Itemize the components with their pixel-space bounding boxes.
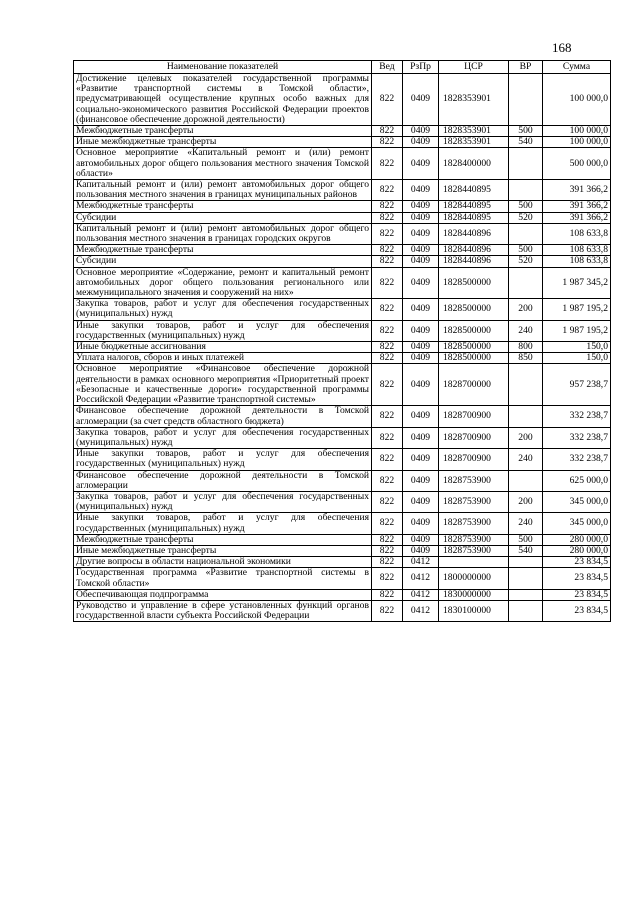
- cell-rzpr: 0409: [403, 126, 439, 137]
- header-sum: Сумма: [543, 61, 611, 74]
- cell-sum: 625 000,0: [543, 470, 611, 491]
- cell-sum: 345 000,0: [543, 491, 611, 512]
- cell-rzpr: 0409: [403, 320, 439, 341]
- table-row: [74, 449, 611, 470]
- table-row: [74, 245, 611, 256]
- cell-ved: 822: [372, 600, 403, 621]
- cell-rzpr: 0409: [403, 148, 439, 180]
- table-row: [74, 126, 611, 137]
- cell-ved: 822: [372, 137, 403, 148]
- cell-vr: [509, 267, 543, 299]
- cell-ved: 822: [372, 180, 403, 201]
- cell-rzpr: 0409: [403, 427, 439, 448]
- table-row: [74, 534, 611, 545]
- cell-sum: 391 366,2: [543, 212, 611, 223]
- cell-ved: 822: [372, 299, 403, 320]
- table-row: [74, 201, 611, 212]
- header-csr: ЦСР: [439, 61, 509, 74]
- cell-vr: 500: [509, 245, 543, 256]
- cell-ved: 822: [372, 470, 403, 491]
- table-row: [74, 600, 611, 621]
- table-row: [74, 148, 611, 180]
- table-row: [74, 557, 611, 568]
- cell-vr: [509, 470, 543, 491]
- cell-ved: 822: [372, 491, 403, 512]
- cell-rzpr: 0409: [403, 299, 439, 320]
- cell-csr: 1828440895: [439, 180, 509, 201]
- cell-rzpr: 0409: [403, 212, 439, 223]
- cell-ved: 822: [372, 256, 403, 267]
- cell-name: Иные межбюджетные трансферты: [74, 137, 372, 148]
- cell-name: Межбюджетные трансферты: [74, 201, 372, 212]
- cell-ved: 822: [372, 212, 403, 223]
- cell-sum: 108 633,8: [543, 223, 611, 244]
- header-ved: Вед: [372, 61, 403, 74]
- cell-name: Межбюджетные трансферты: [74, 126, 372, 137]
- cell-ved: 822: [372, 568, 403, 589]
- cell-rzpr: 0409: [403, 201, 439, 212]
- cell-vr: [509, 589, 543, 600]
- cell-ved: 822: [372, 267, 403, 299]
- cell-vr: [509, 364, 543, 406]
- cell-name: Межбюджетные трансферты: [74, 534, 372, 545]
- cell-vr: 850: [509, 353, 543, 364]
- cell-ved: 822: [372, 534, 403, 545]
- cell-ved: 822: [372, 589, 403, 600]
- cell-vr: [509, 74, 543, 126]
- table-row: [74, 406, 611, 427]
- cell-rzpr: 0409: [403, 545, 439, 556]
- cell-name: Основное мероприятие «Капитальный ремонт и (или) ремонт автомобильных дорог общего пользования местного значения Томской области»: [74, 148, 372, 180]
- cell-rzpr: 0409: [403, 513, 439, 534]
- cell-sum: 500 000,0: [543, 148, 611, 180]
- cell-name: Межбюджетные трансферты: [74, 245, 372, 256]
- cell-csr: 1828753900: [439, 470, 509, 491]
- cell-sum: 345 000,0: [543, 513, 611, 534]
- cell-sum: 23 834,5: [543, 600, 611, 621]
- cell-csr: 1828700900: [439, 449, 509, 470]
- cell-ved: 822: [372, 223, 403, 244]
- table-row: [74, 353, 611, 364]
- cell-csr: 1830100000: [439, 600, 509, 621]
- cell-sum: 108 633,8: [543, 256, 611, 267]
- cell-rzpr: 0409: [403, 342, 439, 353]
- cell-vr: 540: [509, 137, 543, 148]
- cell-name: Иные закупки товаров, работ и услуг для обеспечения государственных (муниципальных) нужд: [74, 320, 372, 341]
- cell-sum: 150,0: [543, 342, 611, 353]
- cell-vr: 800: [509, 342, 543, 353]
- cell-vr: 540: [509, 545, 543, 556]
- cell-ved: 822: [372, 545, 403, 556]
- cell-csr: 1828753900: [439, 545, 509, 556]
- table-row: [74, 491, 611, 512]
- table-row: [74, 364, 611, 406]
- cell-csr: [439, 557, 509, 568]
- cell-vr: 500: [509, 534, 543, 545]
- cell-name: Руководство и управление в сфере установленных функций органов государственной власти субъекта Российской Федерации: [74, 600, 372, 621]
- cell-sum: 1 987 195,2: [543, 320, 611, 341]
- table-row: [74, 470, 611, 491]
- cell-name: Финансовое обеспечение дорожной деятельности в Томской агломерации: [74, 470, 372, 491]
- table-row: [74, 256, 611, 267]
- cell-sum: 23 834,5: [543, 589, 611, 600]
- header-rzpr: РзПр: [403, 61, 439, 74]
- table-row: [74, 137, 611, 148]
- cell-csr: 1828440896: [439, 223, 509, 244]
- cell-csr: 1828353901: [439, 74, 509, 126]
- cell-name: Иные бюджетные ассигнования: [74, 342, 372, 353]
- cell-vr: [509, 600, 543, 621]
- cell-sum: 23 834,5: [543, 557, 611, 568]
- cell-ved: 822: [372, 342, 403, 353]
- budget-table: [73, 60, 611, 622]
- cell-csr: 1828500000: [439, 342, 509, 353]
- cell-ved: 822: [372, 126, 403, 137]
- cell-rzpr: 0409: [403, 137, 439, 148]
- cell-sum: 1 987 195,2: [543, 299, 611, 320]
- cell-name: Закупка товаров, работ и услуг для обеспечения государственных (муниципальных) нужд: [74, 427, 372, 448]
- cell-ved: 822: [372, 513, 403, 534]
- cell-rzpr: 0409: [403, 470, 439, 491]
- header-name: Наименование показателей: [74, 61, 372, 74]
- cell-name: Обеспечивающая подпрограмма: [74, 589, 372, 600]
- cell-rzpr: 0409: [403, 223, 439, 244]
- cell-rzpr: 0409: [403, 534, 439, 545]
- cell-csr: 1828353901: [439, 126, 509, 137]
- cell-name: Капитальный ремонт и (или) ремонт автомобильных дорог общего пользования местного значения в границах городских округов: [74, 223, 372, 244]
- header-vr: ВР: [509, 61, 543, 74]
- cell-sum: 332 238,7: [543, 406, 611, 427]
- cell-sum: 391 366,2: [543, 180, 611, 201]
- cell-name: Уплата налогов, сборов и иных платежей: [74, 353, 372, 364]
- cell-rzpr: 0412: [403, 557, 439, 568]
- cell-vr: 500: [509, 201, 543, 212]
- table-row: [74, 223, 611, 244]
- cell-name: Иные закупки товаров, работ и услуг для обеспечения государственных (муниципальных) нужд: [74, 513, 372, 534]
- table-row: [74, 212, 611, 223]
- cell-name: Закупка товаров, работ и услуг для обеспечения государственных (муниципальных) нужд: [74, 299, 372, 320]
- cell-rzpr: 0409: [403, 491, 439, 512]
- cell-rzpr: 0409: [403, 449, 439, 470]
- page-number: 168: [552, 40, 572, 55]
- cell-vr: 500: [509, 126, 543, 137]
- table-row: [74, 513, 611, 534]
- cell-ved: 822: [372, 201, 403, 212]
- cell-vr: 200: [509, 299, 543, 320]
- cell-vr: 520: [509, 256, 543, 267]
- cell-csr: 1828753900: [439, 491, 509, 512]
- cell-name: Достижение целевых показателей государственной программы «Развитие транспортной системы в Томской области», предусматривающей осуществление крупных особо важных для социально-экономического развития Российской Федерации проектов (финансовое обеспечение дорожной деятельности): [74, 74, 372, 126]
- cell-vr: 200: [509, 491, 543, 512]
- table-row: [74, 74, 611, 126]
- cell-ved: 822: [372, 353, 403, 364]
- cell-sum: 391 366,2: [543, 201, 611, 212]
- cell-rzpr: 0409: [403, 353, 439, 364]
- cell-sum: 100 000,0: [543, 126, 611, 137]
- cell-ved: 822: [372, 148, 403, 180]
- cell-rzpr: 0409: [403, 364, 439, 406]
- table-header-row: [74, 61, 611, 74]
- cell-sum: 1 987 345,2: [543, 267, 611, 299]
- cell-rzpr: 0409: [403, 406, 439, 427]
- cell-name: Капитальный ремонт и (или) ремонт автомобильных дорог общего пользования местного значения в границах муниципальных районов: [74, 180, 372, 201]
- cell-name: Финансовое обеспечение дорожной деятельности в Томской агломерации (за счет средств областного бюджета): [74, 406, 372, 427]
- cell-ved: 822: [372, 449, 403, 470]
- cell-rzpr: 0409: [403, 245, 439, 256]
- cell-sum: 108 633,8: [543, 245, 611, 256]
- cell-csr: 1828440896: [439, 245, 509, 256]
- cell-vr: [509, 180, 543, 201]
- table-row: [74, 180, 611, 201]
- cell-ved: 822: [372, 557, 403, 568]
- cell-vr: [509, 148, 543, 180]
- cell-csr: 1828700000: [439, 364, 509, 406]
- cell-csr: 1828753900: [439, 513, 509, 534]
- cell-csr: 1828700900: [439, 427, 509, 448]
- cell-vr: [509, 223, 543, 244]
- cell-sum: 280 000,0: [543, 534, 611, 545]
- cell-csr: 1828353901: [439, 137, 509, 148]
- table-row: [74, 545, 611, 556]
- cell-ved: 822: [372, 427, 403, 448]
- cell-csr: 1828500000: [439, 353, 509, 364]
- cell-sum: 100 000,0: [543, 74, 611, 126]
- cell-csr: 1828440895: [439, 201, 509, 212]
- table-row: [74, 299, 611, 320]
- cell-vr: 200: [509, 427, 543, 448]
- cell-vr: [509, 557, 543, 568]
- table-row: [74, 267, 611, 299]
- cell-ved: 822: [372, 320, 403, 341]
- cell-name: Субсидии: [74, 212, 372, 223]
- cell-sum: 332 238,7: [543, 427, 611, 448]
- cell-name: Субсидии: [74, 256, 372, 267]
- cell-name: Государственная программа «Развитие транспортной системы в Томской области»: [74, 568, 372, 589]
- cell-sum: 100 000,0: [543, 137, 611, 148]
- cell-rzpr: 0412: [403, 589, 439, 600]
- cell-ved: 822: [372, 406, 403, 427]
- cell-vr: [509, 568, 543, 589]
- table-row: [74, 342, 611, 353]
- cell-sum: 957 238,7: [543, 364, 611, 406]
- table-row: [74, 320, 611, 341]
- cell-vr: 240: [509, 449, 543, 470]
- cell-name: Иные межбюджетные трансферты: [74, 545, 372, 556]
- table-row: [74, 427, 611, 448]
- cell-csr: 1828500000: [439, 267, 509, 299]
- cell-sum: 332 238,7: [543, 449, 611, 470]
- table-row: [74, 589, 611, 600]
- cell-sum: 150,0: [543, 353, 611, 364]
- cell-rzpr: 0409: [403, 256, 439, 267]
- cell-vr: 240: [509, 513, 543, 534]
- cell-csr: 1828700900: [439, 406, 509, 427]
- cell-rzpr: 0412: [403, 568, 439, 589]
- cell-sum: 23 834,5: [543, 568, 611, 589]
- cell-vr: [509, 406, 543, 427]
- cell-vr: 520: [509, 212, 543, 223]
- cell-rzpr: 0409: [403, 267, 439, 299]
- table-row: [74, 568, 611, 589]
- cell-name: Основное мероприятие «Финансовое обеспечение дорожной деятельности в рамках основного мероприятия «Приоритетный проект «Безопасные и качественные дороги» государственной программы Российской Федерации «Развитие транспортной системы»: [74, 364, 372, 406]
- cell-rzpr: 0409: [403, 180, 439, 201]
- cell-rzpr: 0412: [403, 600, 439, 621]
- cell-csr: 1828400000: [439, 148, 509, 180]
- cell-name: Иные закупки товаров, работ и услуг для обеспечения государственных (муниципальных) нужд: [74, 449, 372, 470]
- cell-vr: 240: [509, 320, 543, 341]
- cell-name: Другие вопросы в области национальной экономики: [74, 557, 372, 568]
- cell-csr: 1828500000: [439, 320, 509, 341]
- cell-ved: 822: [372, 364, 403, 406]
- cell-sum: 280 000,0: [543, 545, 611, 556]
- cell-name: Основное мероприятие «Содержание, ремонт и капитальный ремонт автомобильных дорог общего пользования регионального или межмуниципального значения и сооружений на них»: [74, 267, 372, 299]
- cell-rzpr: 0409: [403, 74, 439, 126]
- cell-csr: 1828500000: [439, 299, 509, 320]
- cell-csr: 1828753900: [439, 534, 509, 545]
- cell-ved: 822: [372, 74, 403, 126]
- cell-csr: 1828440895: [439, 212, 509, 223]
- cell-csr: 1828440896: [439, 256, 509, 267]
- cell-name: Закупка товаров, работ и услуг для обеспечения государственных (муниципальных) нужд: [74, 491, 372, 512]
- cell-csr: 1800000000: [439, 568, 509, 589]
- cell-ved: 822: [372, 245, 403, 256]
- cell-csr: 1830000000: [439, 589, 509, 600]
